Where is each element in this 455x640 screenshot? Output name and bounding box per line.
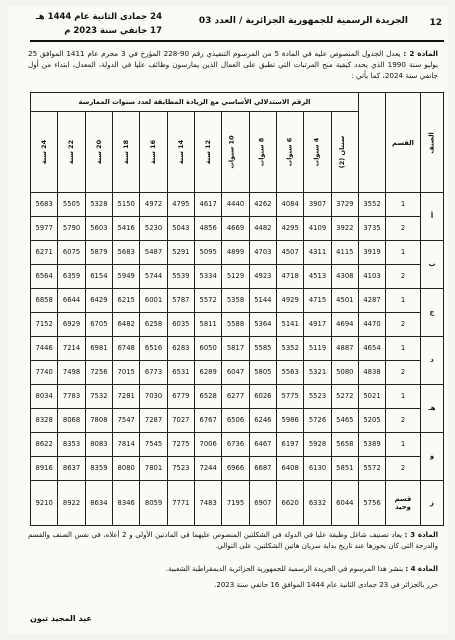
index-cell: 6154 <box>85 264 112 288</box>
index-cell: 7498 <box>58 360 85 384</box>
index-cell: 5141 <box>277 312 304 336</box>
index-cell: 5144 <box>249 288 276 312</box>
index-cell: 6644 <box>58 288 85 312</box>
index-cell: 4617 <box>195 193 222 217</box>
index-cell: 6075 <box>58 240 85 264</box>
index-cell: 6271 <box>31 240 58 264</box>
index-cell: 5851 <box>331 456 358 480</box>
index-cell: 6748 <box>113 336 140 360</box>
index-cell: 6359 <box>58 264 85 288</box>
header-year: 12 سنة <box>195 112 222 193</box>
section-cell: قسم وحيد <box>386 480 421 525</box>
index-cell: 5585 <box>249 336 276 360</box>
index-cell: 6767 <box>195 408 222 432</box>
index-cell: 7532 <box>85 384 112 408</box>
index-cell: 4440 <box>222 193 249 217</box>
table-row <box>31 360 444 384</box>
index-cell: 8637 <box>58 456 85 480</box>
index-cell: 7783 <box>58 384 85 408</box>
index-cell: 6130 <box>304 456 331 480</box>
index-cell: 7801 <box>140 456 167 480</box>
index-cell: 4923 <box>249 264 276 288</box>
index-cell: 7015 <box>113 360 140 384</box>
base-index-cell: 4103 <box>359 264 386 288</box>
page-number: 12 <box>429 18 442 28</box>
index-cell: 7152 <box>31 312 58 336</box>
index-cell: 6026 <box>249 384 276 408</box>
index-cell: 7483 <box>195 480 222 525</box>
table-row <box>31 336 444 360</box>
base-index-cell: 4654 <box>359 336 386 360</box>
index-cell: 6467 <box>249 432 276 456</box>
index-cell: 8634 <box>85 480 112 525</box>
article-2 <box>28 48 438 81</box>
base-index-cell: 3735 <box>359 216 386 240</box>
index-cell: 7545 <box>140 432 167 456</box>
index-cell: 6687 <box>249 456 276 480</box>
category-cell: د <box>421 336 444 384</box>
header-year: سنتان (2) <box>331 112 358 193</box>
document-page <box>8 6 448 634</box>
index-cell: 4703 <box>249 240 276 264</box>
index-cell: 8034 <box>31 384 58 408</box>
index-cell: 4513 <box>304 264 331 288</box>
index-cell: 4917 <box>304 312 331 336</box>
index-cell: 6258 <box>140 312 167 336</box>
index-cell: 6929 <box>58 312 85 336</box>
index-cell: 7814 <box>113 432 140 456</box>
index-cell: 5150 <box>113 193 140 217</box>
index-cell: 6858 <box>31 288 58 312</box>
index-cell: 5572 <box>195 288 222 312</box>
category-cell: و <box>421 432 444 480</box>
index-cell: 5539 <box>167 264 194 288</box>
category-cell: ج <box>421 288 444 336</box>
index-cell: 5416 <box>113 216 140 240</box>
index-cell: 5787 <box>167 288 194 312</box>
index-cell: 6332 <box>304 480 331 525</box>
index-cell: 7446 <box>31 336 58 360</box>
index-cell: 4084 <box>277 193 304 217</box>
index-cell: 5683 <box>113 240 140 264</box>
header-year: 6 سنوات <box>277 112 304 193</box>
header-base-index <box>359 93 386 193</box>
index-cell: 5658 <box>331 432 358 456</box>
index-cell: 5465 <box>331 408 358 432</box>
closing-line: حرر بالجزائر في 23 جمادى الثانية عام 1444 الموافق 16 جانفي سنة 2023. <box>214 581 438 589</box>
index-cell: 5817 <box>222 336 249 360</box>
section-cell: 2 <box>386 216 421 240</box>
index-cell: 6907 <box>249 480 276 525</box>
journal-title: الجريدة الرسمية للجمهورية الجزائرية / العدد 03 <box>198 16 408 26</box>
index-cell: 7027 <box>167 408 194 432</box>
table-row <box>31 216 444 240</box>
index-cell: 5977 <box>31 216 58 240</box>
index-cell: 8622 <box>31 432 58 456</box>
header-year: 10 سنوات <box>222 112 249 193</box>
header-year: 16 سنة <box>140 112 167 193</box>
index-cell: 6620 <box>277 480 304 525</box>
index-cell: 4262 <box>249 193 276 217</box>
section-cell: 2 <box>386 456 421 480</box>
table-row <box>31 480 444 525</box>
index-cell: 6283 <box>167 336 194 360</box>
index-cell: 7256 <box>85 360 112 384</box>
index-cell: 8922 <box>58 480 85 525</box>
index-cell: 4109 <box>304 216 331 240</box>
issue-date <box>32 10 162 38</box>
category-cell: أ <box>421 193 444 241</box>
section-cell: 1 <box>386 336 421 360</box>
index-cell: 5095 <box>195 240 222 264</box>
article-2-text: يعدل الجدول المنصوص عليه في المادة 5 من المرسوم التنفيذي رقم 90-228 المؤرخ في 3 محرم عام 1411 الموافق 25 يوليو سنة 1990 الذي يحدد كيفية منح المرتبات التي تطبق على العمال الذين يمارسون وظائف عليا في الدولة، المعدل، ابتداء من أول جانفي سنة 2024، كما يأتي : <box>28 49 438 80</box>
index-cell: 6246 <box>249 408 276 432</box>
category-cell: هـ <box>421 384 444 432</box>
index-cell: 7740 <box>31 360 58 384</box>
index-cell: 3729 <box>331 193 358 217</box>
index-cell: 7214 <box>58 336 85 360</box>
index-cell: 6047 <box>222 360 249 384</box>
index-cell: 5726 <box>304 408 331 432</box>
index-cell: 8359 <box>85 456 112 480</box>
base-index-cell: 5205 <box>359 408 386 432</box>
index-cell: 8916 <box>31 456 58 480</box>
signature: عبد المجيد تبون <box>30 614 92 623</box>
index-cell: 8353 <box>58 432 85 456</box>
index-cell: 6966 <box>222 456 249 480</box>
index-cell: 4311 <box>304 240 331 264</box>
index-cell: 6506 <box>222 408 249 432</box>
index-cell: 4718 <box>277 264 304 288</box>
header-year: 18 سنة <box>113 112 140 193</box>
index-cell: 4482 <box>249 216 276 240</box>
article-4-label: المادة 4 : <box>405 565 438 573</box>
index-cell: 6482 <box>113 312 140 336</box>
index-cell: 5358 <box>222 288 249 312</box>
index-cell: 6277 <box>222 384 249 408</box>
index-cell: 6215 <box>113 288 140 312</box>
index-cell: 6197 <box>277 432 304 456</box>
header-year: 14 سنة <box>167 112 194 193</box>
index-cell: 6773 <box>140 360 167 384</box>
index-cell: 3907 <box>304 193 331 217</box>
base-index-cell: 4470 <box>359 312 386 336</box>
index-cell: 5505 <box>58 193 85 217</box>
article-4-text: ينشر هذا المرسوم في الجريدة الرسمية للجمهورية الجزائرية الديمقراطية الشعبية. <box>165 565 404 573</box>
section-cell: 2 <box>386 264 421 288</box>
date-gregorian: 17 جانفي سنة 2023 م <box>64 26 162 36</box>
table-row <box>31 384 444 408</box>
table-row <box>31 456 444 480</box>
index-cell: 5230 <box>140 216 167 240</box>
index-cell: 6050 <box>195 336 222 360</box>
index-cell: 6429 <box>85 288 112 312</box>
index-cell: 6705 <box>85 312 112 336</box>
index-cell: 5364 <box>249 312 276 336</box>
header-year: 22 سنة <box>58 112 85 193</box>
index-cell: 5129 <box>222 264 249 288</box>
section-cell: 1 <box>386 193 421 217</box>
header-group: الرقم الاستدلالي الأساسي مع الزيادة المطابقة لعدد سنوات الممارسة <box>31 93 359 112</box>
index-cell: 5328 <box>85 193 112 217</box>
salary-index-table <box>30 92 444 526</box>
index-cell: 4899 <box>222 240 249 264</box>
base-index-cell: 3552 <box>359 193 386 217</box>
index-cell: 5683 <box>31 193 58 217</box>
index-cell: 5563 <box>277 360 304 384</box>
index-cell: 4715 <box>304 288 331 312</box>
index-cell: 5080 <box>331 360 358 384</box>
index-cell: 7281 <box>113 384 140 408</box>
table-row <box>31 408 444 432</box>
index-cell: 5588 <box>222 312 249 336</box>
index-cell: 5487 <box>140 240 167 264</box>
base-index-cell: 5021 <box>359 384 386 408</box>
article-3-text: يعاد تصنيف شاغل وظيفة عليا في الدولة في الشكلتين المنصوص عليهما في المادتين الأولى و 2 أعلاه، في نفس الصنف والقسم والدرجة التي كان يحوزها عند تاريخ بداية سريان هاتين الشكلتين، على التوالي. <box>28 531 438 550</box>
index-cell: 4795 <box>167 193 194 217</box>
index-cell: 6564 <box>31 264 58 288</box>
base-index-cell: 5572 <box>359 456 386 480</box>
section-cell: 2 <box>386 408 421 432</box>
index-cell: 5811 <box>195 312 222 336</box>
base-index-cell: 5756 <box>359 480 386 525</box>
index-cell: 6408 <box>277 456 304 480</box>
base-index-cell: 3919 <box>359 240 386 264</box>
index-cell: 8346 <box>113 480 140 525</box>
index-cell: 4972 <box>140 193 167 217</box>
base-index-cell: 4838 <box>359 360 386 384</box>
index-cell: 8083 <box>85 432 112 456</box>
index-cell: 7287 <box>140 408 167 432</box>
date-hijri: 24 جمادى الثانية عام 1444 هـ <box>35 12 162 22</box>
category-cell: ز <box>421 480 444 525</box>
index-cell: 6044 <box>331 480 358 525</box>
index-cell: 6516 <box>140 336 167 360</box>
index-cell: 7195 <box>222 480 249 525</box>
index-cell: 5775 <box>277 384 304 408</box>
index-cell: 7771 <box>167 480 194 525</box>
index-cell: 5291 <box>167 240 194 264</box>
header-rule <box>30 40 444 42</box>
index-cell: 4929 <box>277 288 304 312</box>
article-3-label: المادة 3 : <box>404 531 438 539</box>
index-cell: 5805 <box>249 360 276 384</box>
index-cell: 5321 <box>304 360 331 384</box>
category-cell: ب <box>421 240 444 288</box>
index-cell: 4501 <box>331 288 358 312</box>
index-cell: 9210 <box>31 480 58 525</box>
index-cell: 5949 <box>113 264 140 288</box>
article-3 <box>28 530 438 551</box>
index-cell: 5523 <box>304 384 331 408</box>
index-cell: 3922 <box>331 216 358 240</box>
index-cell: 5986 <box>277 408 304 432</box>
index-cell: 7547 <box>113 408 140 432</box>
section-cell: 1 <box>386 288 421 312</box>
table-row <box>31 240 444 264</box>
header-year: 4 سنوات <box>304 112 331 193</box>
index-cell: 4295 <box>277 216 304 240</box>
header-category: الصنف <box>421 93 444 193</box>
index-cell: 6736 <box>222 432 249 456</box>
index-cell: 6035 <box>167 312 194 336</box>
index-cell: 5744 <box>140 264 167 288</box>
article-2-label: المادة 2 : <box>403 49 438 58</box>
index-cell: 4507 <box>277 240 304 264</box>
index-cell: 4308 <box>331 264 358 288</box>
index-cell: 7808 <box>85 408 112 432</box>
table-row <box>31 312 444 336</box>
index-cell: 5334 <box>195 264 222 288</box>
index-cell: 7006 <box>195 432 222 456</box>
section-cell: 1 <box>386 240 421 264</box>
base-index-cell: 5389 <box>359 432 386 456</box>
index-cell: 5119 <box>304 336 331 360</box>
header-year: 20 سنة <box>85 112 112 193</box>
table-row <box>31 288 444 312</box>
index-cell: 6981 <box>85 336 112 360</box>
index-cell: 5928 <box>304 432 331 456</box>
index-cell: 7523 <box>167 456 194 480</box>
index-cell: 8328 <box>31 408 58 432</box>
index-cell: 8080 <box>113 456 140 480</box>
header-year: 8 سنوات <box>249 112 276 193</box>
section-cell: 1 <box>386 432 421 456</box>
index-cell: 8068 <box>58 408 85 432</box>
index-cell: 5603 <box>85 216 112 240</box>
section-cell: 2 <box>386 360 421 384</box>
index-cell: 4669 <box>222 216 249 240</box>
index-cell: 4694 <box>331 312 358 336</box>
article-4 <box>28 564 438 575</box>
table-row <box>31 193 444 217</box>
index-cell: 7030 <box>140 384 167 408</box>
index-cell: 6779 <box>167 384 194 408</box>
index-cell: 4115 <box>331 240 358 264</box>
section-cell: 1 <box>386 384 421 408</box>
index-cell: 7244 <box>195 456 222 480</box>
index-cell: 8059 <box>140 480 167 525</box>
index-cell: 5043 <box>167 216 194 240</box>
section-cell: 2 <box>386 312 421 336</box>
index-cell: 6289 <box>195 360 222 384</box>
index-cell: 5272 <box>331 384 358 408</box>
index-cell: 5352 <box>277 336 304 360</box>
index-cell: 5790 <box>58 216 85 240</box>
index-cell: 6531 <box>167 360 194 384</box>
index-cell: 7275 <box>167 432 194 456</box>
index-cell: 4856 <box>195 216 222 240</box>
index-cell: 4887 <box>331 336 358 360</box>
page-header <box>8 10 448 42</box>
index-cell: 6528 <box>195 384 222 408</box>
header-section: القسم <box>386 93 421 193</box>
table-row <box>31 432 444 456</box>
base-index-cell: 4287 <box>359 288 386 312</box>
index-cell: 6001 <box>140 288 167 312</box>
index-cell: 5879 <box>85 240 112 264</box>
header-year: 24 سنة <box>31 112 58 193</box>
table-row <box>31 264 444 288</box>
